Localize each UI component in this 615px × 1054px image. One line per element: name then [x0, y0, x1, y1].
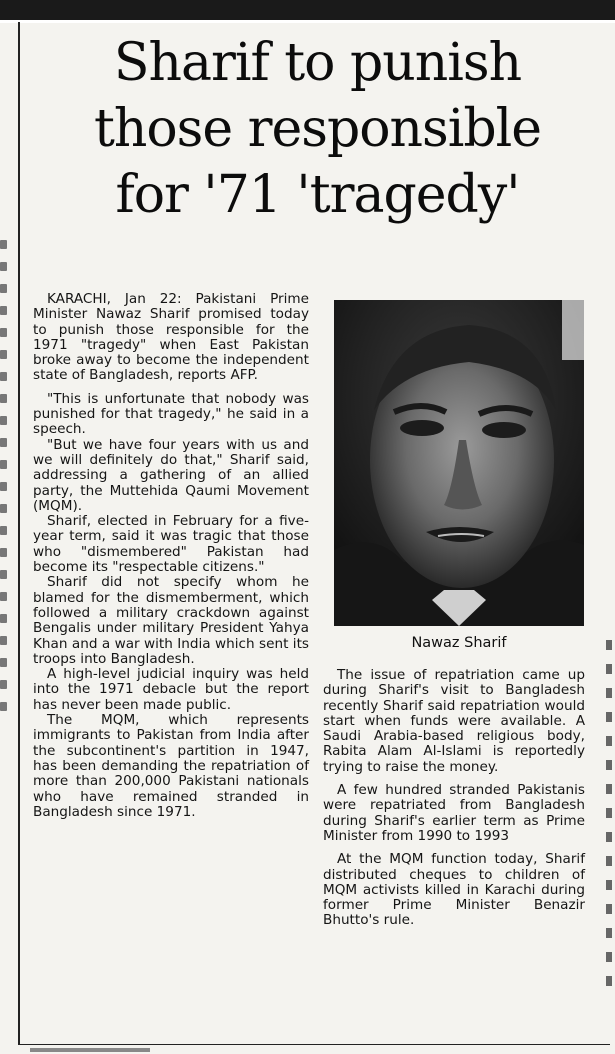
paragraph: "This is unfortunate that nobody was punished for that tragedy," he said in a speech.	[33, 390, 309, 438]
headline-line-1: Sharif to punish	[113, 33, 522, 93]
scan-border-top	[0, 0, 615, 22]
next-article-fragment	[30, 1048, 150, 1052]
headline	[30, 30, 605, 228]
paragraph: The MQM, which represents immigrants to Pakistan from India after the subcontinent's partition in 1947, has been demanding the repatriation of more than 200,000 Pakistani nationals who have remained stranded in Bangladesh since 1971.	[33, 712, 309, 820]
photo-caption: Nawaz Sharif	[411, 635, 507, 651]
paragraph: Sharif, elected in February for a five-year term, said it was tragic that those who "dismembered" Pakistan had become its "respectable citizens."	[33, 513, 309, 576]
paragraph: KARACHI, Jan 22: Pakistani Prime Minister Nawaz Sharif promised today to punish those responsible for the 1971 "tragedy" when East Pakistan broke away to become the independent state of Bangladesh, reports AFP.	[33, 291, 309, 384]
portrait-image	[334, 300, 584, 626]
adjacent-column-fragments-left	[0, 240, 10, 760]
article-column-right	[323, 668, 585, 937]
headline-line-2: those responsible	[93, 99, 542, 159]
portrait-photo	[334, 300, 584, 626]
paragraph: The issue of repatriation came up during Sharif's visit to Bangladesh recently Sharif said repatriation would start when funds were available. A Saudi Arabia-based religious body, Rabita Alam Al-Islami is reportedly trying to raise the money.	[323, 667, 585, 775]
headline-line-3: for '71 'tragedy'	[115, 165, 520, 225]
paragraph: A high-level judicial inquiry was held into the 1971 debacle but the report has never been made public.	[33, 666, 309, 713]
article-column-left	[33, 292, 309, 820]
paragraph: At the MQM function today, Sharif distributed cheques to children of MQM activists killed in Karachi during former Prime Minister Benazir Bhutto's rule.	[323, 851, 585, 929]
paragraph: "But we have four years with us and we will definitely do that," Sharif said, addressing a gathering of an allied party, the Muttehida Qaumi Movement (MQM).	[33, 436, 309, 514]
paragraph: Sharif did not specify whom he blamed for the dismemberment, which followed a military crackdown against Bengalis under military President Yahya Khan and a war with India which sent its troops into Bangladesh.	[33, 574, 309, 667]
paragraph: A few hundred stranded Pakistanis were repatriated from Bangladesh during Sharif's earlier term as Prime Minister from 1990 to 1993	[323, 782, 585, 844]
